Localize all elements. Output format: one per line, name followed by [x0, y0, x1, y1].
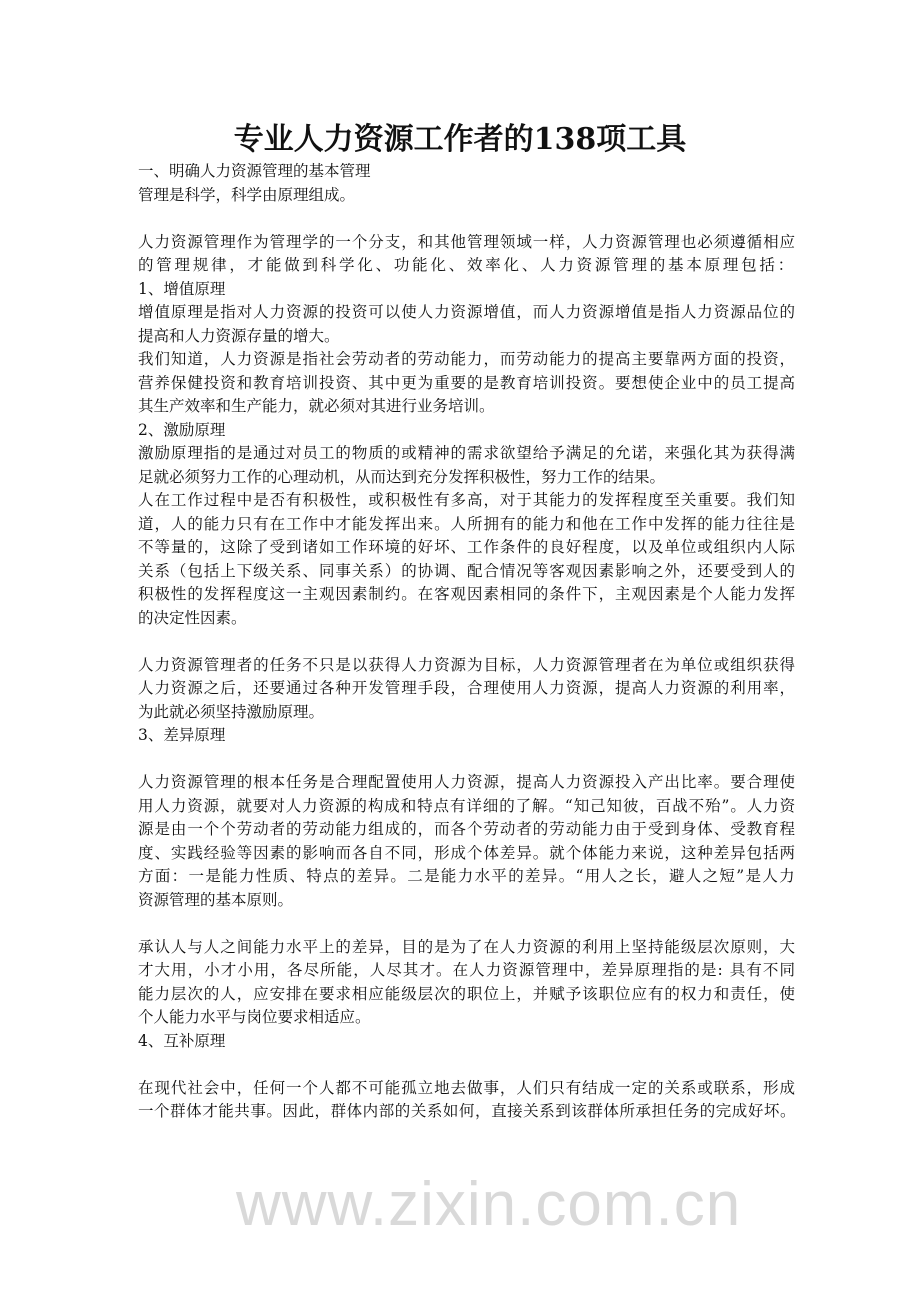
text-line-row	[138, 1100, 796, 1124]
text-line: 3、差异原理	[138, 726, 226, 744]
blank-line	[138, 912, 796, 936]
text-line-row	[138, 677, 796, 701]
text-line-row	[138, 865, 796, 889]
text-line: 关系（包括上下级关系、同事关系）的协调、配合情况等客观因素影响之外，还要受到人的	[138, 561, 796, 580]
text-line: 道，人的能力只有在工作中才能发挥出来。人所拥有的能力和他在工作中发挥的能力往往是	[138, 514, 796, 533]
text-line-row	[138, 489, 796, 513]
text-line: 人力资源管理的根本任务是合理配置使用人力资源，提高人力资源投入产出比率。要合理使	[138, 773, 796, 791]
text-line: 足就必须努力工作的心理动机，从而达到充分发挥积极性，努力工作的结果。	[138, 467, 666, 486]
text-line-row	[138, 795, 796, 819]
text-line-row	[138, 372, 796, 396]
text-line: 一、明确人力资源管理的基本管理	[138, 162, 371, 180]
text-line-row	[138, 536, 796, 560]
text-line-row	[138, 1030, 796, 1054]
text-line-row	[138, 231, 796, 255]
text-line: 2、激励原理	[138, 420, 226, 439]
text-line: 的管理规律，才能做到科学化、功能化、效率化、人力资源管理的基本原理包括：	[138, 256, 796, 274]
text-line: 为此就必须坚持激励原理。	[138, 702, 325, 721]
text-line-row	[138, 419, 796, 443]
text-line-row	[138, 301, 796, 325]
text-line-row	[138, 771, 796, 795]
text-line: 用人力资源，就要对人力资源的构成和特点有详细的了解。“知己知彼，百战不殆”。人力资	[138, 796, 796, 815]
text-line: 增值原理是指对人力资源的投资可以使人力资源增值，而人力资源增值是指人力资源品位的	[138, 303, 796, 321]
text-line: 不等量的，这除了受到诸如工作环境的好坏、工作条件的良好程度，以及单位或组织内人际	[138, 538, 796, 556]
text-line: 其生产效率和生产能力，就必须对其进行业务培训。	[138, 397, 495, 415]
text-line: 在现代社会中，任何一个人都不可能孤立地去做事，人们只有结成一定的关系或联系，形成	[138, 1078, 796, 1097]
blank-line	[138, 630, 796, 654]
text-line-row	[138, 466, 796, 490]
text-line-row	[138, 889, 796, 913]
text-line: 人力资源管理作为管理学的一个分支，和其他管理领域一样，人力资源管理也必须遵循相应	[138, 232, 796, 251]
text-line: 人力资源之后，还要通过各种开发管理手段，合理使用人力资源，提高人力资源的利用率，	[138, 679, 796, 697]
text-line-row	[138, 395, 796, 419]
text-line-row	[138, 254, 796, 278]
text-line-row	[138, 842, 796, 866]
text-line: 一个群体才能共事。因此，群体内部的关系如何，直接关系到该群体所承担任务的完成好坏。	[138, 1102, 796, 1120]
text-line-row	[138, 160, 796, 184]
text-line-row	[138, 607, 796, 631]
text-line: 源是由一个个劳动者的劳动能力组成的，而各个劳动者的劳动能力由于受到身体、受教育程	[138, 820, 796, 838]
text-line: 度、实践经验等因素的影响而各自不同，形成个体差异。就个体能力来说，这种差异包括两	[138, 843, 796, 862]
text-line: 激励原理指的是通过对员工的物质的或精神的需求欲望给予满足的允诺，来强化其为获得满	[138, 444, 796, 462]
text-line: 的决定性因素。	[138, 608, 247, 627]
text-line: 资源管理的基本原则。	[138, 890, 294, 909]
text-line-row	[138, 983, 796, 1007]
text-line-row	[138, 442, 796, 466]
text-line: 营养保健投资和教育培训投资、其中更为重要的是教育培训投资。要想使企业中的员工提高	[138, 373, 796, 392]
text-line-row	[138, 959, 796, 983]
blank-line	[138, 1053, 796, 1077]
text-line-row	[138, 513, 796, 537]
text-line-row	[138, 818, 796, 842]
text-line-row	[138, 1077, 796, 1101]
text-line-row	[138, 583, 796, 607]
text-line-row	[138, 724, 796, 748]
text-line: 提高和人力资源存量的增大。	[138, 326, 340, 345]
text-line-row	[138, 348, 796, 372]
text-line: 能力层次的人，应安排在要求相应能级层次的职位上，并赋予该职位应有的权力和责任，使	[138, 984, 796, 1003]
text-line: 人力资源管理者的任务不只是以获得人力资源为目标，人力资源管理者在为单位或组织获得	[138, 655, 796, 674]
document-body	[138, 160, 796, 1124]
text-line-row	[138, 654, 796, 678]
text-line-row	[138, 325, 796, 349]
text-line: 才大用，小才小用，各尽所能，人尽其才。在人力资源管理中，差异原理指的是: 具有不同	[138, 961, 796, 979]
text-line-row	[138, 278, 796, 302]
text-line: 4、互补原理	[138, 1031, 226, 1050]
watermark: www.zixin.com.cn	[236, 1170, 742, 1239]
text-line: 我们知道，人力资源是指社会劳动者的劳动能力，而劳动能力的提高主要靠两方面的投资，	[138, 350, 796, 368]
text-line: 承认人与人之间能力水平上的差异，目的是为了在人力资源的利用上坚持能级层次原则，大	[138, 937, 796, 956]
text-line: 1、增值原理	[138, 279, 226, 298]
text-line: 个人能力水平与岗位要求相适应。	[138, 1008, 371, 1026]
text-line-row	[138, 936, 796, 960]
text-line-row	[138, 560, 796, 584]
document-title: 专业人力资源工作者的138项工具	[233, 122, 687, 157]
text-line-row	[138, 1006, 796, 1030]
text-line-row	[138, 184, 796, 208]
text-line: 方面：一是能力性质、特点的差异。二是能力水平的差异。“用人之长，避人之短”是人力	[138, 867, 796, 885]
text-line: 人在工作过程中是否有积极性，或积极性有多高，对于其能力的发挥程度至关重要。我们知	[138, 491, 796, 509]
text-line: 积极性的发挥程度这一主观因素制约。在客观因素相同的条件下，主观因素是个人能力发挥	[138, 585, 796, 603]
blank-line	[138, 207, 796, 231]
text-line-row	[138, 701, 796, 725]
blank-line	[138, 748, 796, 772]
text-line: 管理是科学，科学由原理组成。	[138, 185, 356, 204]
